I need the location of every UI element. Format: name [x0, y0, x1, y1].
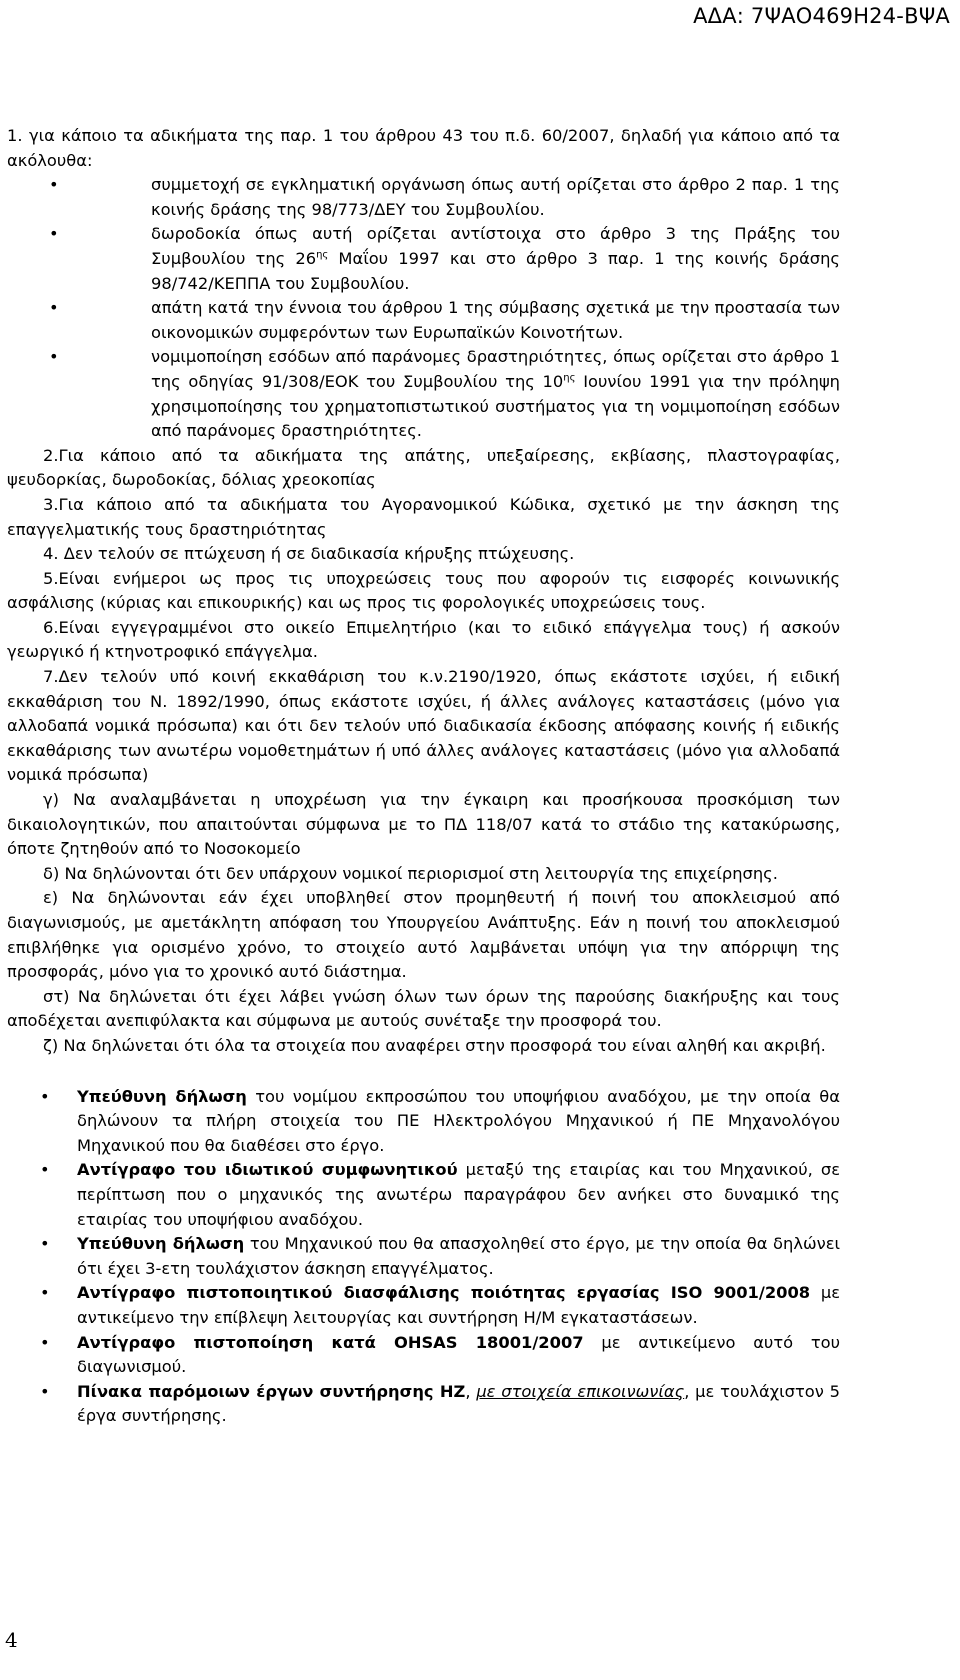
- page-number: 4: [5, 1628, 18, 1652]
- paragraph-7: 7.Δεν τελούν υπό κοινή εκκαθάριση του κ.ν.2190/1920, όπως εκάστοτε ισχύει, ή ειδική εκκαθάριση του Ν. 1892/1990, όπως εκάστοτε ισχύει, ή άλλες ανάλογες καταστάσεις (μόνο για αλλοδαπά νομικά πρόσωπα) και ότι δεν τελούν υπό διαδικασία έκδοσης απόφασης κοινής ή ειδικής εκκαθάρισης των ανωτέρω νομοθετημάτων ή υπό άλλες ανάλογες καταστάσεις (μόνο για αλλοδαπά νομικά πρόσωπα): [7, 667, 840, 785]
- bullet-item: • δωροδοκία όπως αυτή ορίζεται αντίστοιχα στο άρθρο 3 της Πράξης του Συμβουλίου της $26^{\eta\varsigma}$ Μαΐου 1997 και στο άρθρο 3 παρ. 1 της κοινής δράσης 98/742/ΚΕΠΠΑ του Συμβουλίου.: [49, 224, 840, 293]
- required-documents-list: [7, 1085, 840, 1429]
- bullet-item: • απάτη κατά την έννοια του άρθρου 1 της σύμβασης σχετικά με την προστασία των οικονομικών συμφερόντων των Ευρωπαϊκών Κοινοτήτων.: [49, 298, 840, 342]
- list-item: • Υπεύθυνη δήλωση του νομίμου εκπροσώπου του υποψήφιου αναδόχου, με την οποία θα δηλώνουν τα πλήρη στοιχεία του ΠΕ Ηλεκτρολόγου Μηχανικού ή ΠΕ Μηχανολόγου Μηχανικού που θα διαθέσει στο έργο.: [40, 1086, 840, 1155]
- list-item: • Υπεύθυνη δήλωση του Μηχανικού που θα απασχοληθεί στο έργο, με την οποία θα δηλώνει ότι έχει 3-ετη τουλάχιστον άσκηση επαγγέλματος.: [40, 1234, 841, 1278]
- bullet-icon: •: [49, 224, 59, 244]
- paragraph-6: 6.Είναι εγγεγραμμένοι στο οικείο Επιμελητήριο (και το ειδικό επάγγελμα τους) ή ασκούν γεωργικό ή κτηνοτροφικό επάγγελμα.: [7, 617, 840, 662]
- bullet-icon: •: [40, 1381, 50, 1401]
- bullet-item: • συμμετοχή σε εγκληματική οργάνωση όπως αυτή ορίζεται στο άρθρο 2 παρ. 1 της κοινής δράσης της 98/773/ΔΕΥ του Συμβουλίου.: [49, 175, 840, 219]
- paragraph-d: δ) Να δηλώνονται ότι δεν υπάρχουν νομικοί περιορισμοί στη λειτουργία της επιχείρησης.: [43, 863, 778, 883]
- ada-code: ΑΔΑ: 7ΨΑΟ469Η24-ΒΨΑ: [693, 4, 950, 28]
- paragraph-g: γ) Να αναλαμβάνεται η υποχρέωση για την έγκαιρη και προσήκουσα προσκόμιση των δικαιολογητικών, που απαιτούνται σύμφωνα με το ΠΔ 118/07 κατά το στάδιο της κατακύρωσης, όποτε ζητηθούν από το Νοσοκομείο: [7, 790, 840, 859]
- paragraph-1: 1. για κάποιο τα αδικήματα της παρ. 1 του άρθρου 43 του π.δ. 60/2007, δηλαδή για κάποιο από τα ακόλουθα:: [7, 126, 840, 170]
- list-item: • Αντίγραφο πιστοποίηση κατά OHSAS 18001/2007 με αντικείμενο αυτό του διαγωνισμού.: [40, 1332, 841, 1377]
- list-item: • Πίνακα παρόμοιων έργων συντήρησης ΗΖ, με στοιχεία επικοινωνίας, με τουλάχιστον 5 έργα συντήρησης.: [40, 1381, 840, 1426]
- paragraph-e: ε) Να δηλώνονται εάν έχει υποβληθεί στον προμηθευτή ή ποινή του αποκλεισμού από διαγωνισμούς, με αμετάκλητη απόφαση του Υπουργείου Ανάπτυξης. Εάν η ποινή του αποκλεισμού επιβλήθηκε για ορισμένο χρόνο, το στοιχείο αυτό λαμβάνεται υπόψη για την απόρριψη της προσφοράς, μόνο για το χρονικό αυτό διάστημα.: [7, 888, 840, 982]
- document-body: [7, 124, 840, 1429]
- list-item: • Αντίγραφο πιστοποιητικού διασφάλισης ποιότητας εργασίας ISO 9001/2008 με αντικείμενο την επίβλεψη λειτουργίας και συντήρηση Η/Μ εγκαταστάσεων.: [40, 1283, 840, 1327]
- contact-details-link: με στοιχεία επικοινωνίας: [476, 1381, 685, 1401]
- paragraph-3: 3.Για κάποιο από τα αδικήματα του Αγορανομικού Κώδικα, σχετικό με την άσκηση της επαγγελματικής τους δραστηριότητας: [7, 494, 840, 539]
- bullet-icon: •: [40, 1234, 50, 1254]
- bullet-item: • νομιμοποίηση εσόδων από παράνομες δραστηριότητες, όπως ορίζεται στο άρθρο 1 της οδηγίας 91/308/ΕΟΚ του Συμβουλίου της $10^{\eta\varsigma}$ Ιουνίου 1991 για την πρόληψη χρησιμοποίησης του χρηματοπιστωτικού συστήματος για τη νομιμοποίηση εσόδων από παράνομες δραστηριότητες.: [49, 347, 841, 441]
- bullet-icon: •: [49, 175, 59, 195]
- bullet-icon: •: [40, 1160, 50, 1180]
- bullet-icon: •: [49, 347, 59, 367]
- bullet-icon: •: [40, 1332, 50, 1352]
- paragraph-5: 5.Είναι ενήμεροι ως προς τις υποχρεώσεις τους που αφορούν τις εισφορές κοινωνικής ασφάλισης (κύριας και επικουρικής) και ως προς τις φορολογικές υποχρεώσεις τους.: [7, 568, 840, 613]
- paragraph-z: ζ) Να δηλώνεται ότι όλα τα στοιχεία που αναφέρει στην προσφορά του είναι αληθή και ακριβή.: [43, 1035, 826, 1055]
- bullet-icon: •: [40, 1086, 50, 1106]
- bullet-icon: •: [40, 1283, 50, 1303]
- list-item: • Αντίγραφο του ιδιωτικού συμφωνητικού μεταξύ της εταιρίας και του Μηχανικού, σε περίπτωση που ο μηχανικός της ανωτέρω παραγράφου δεν ανήκει στο δυναμικό της εταιρίας του υποψήφιου αναδόχου.: [40, 1160, 840, 1229]
- paragraph-st: στ) Να δηλώνεται ότι έχει λάβει γνώση όλων των όρων της παρούσης διακήρυξης και τους αποδέχεται ανεπιφύλακτα και σύμφωνα με αυτούς συνέταξε την προσφορά του.: [7, 986, 840, 1031]
- bullet-icon: •: [49, 298, 59, 318]
- paragraph-2: 2.Για κάποιο από τα αδικήματα της απάτης, υπεξαίρεσης, εκβίασης, πλαστογραφίας, ψευδορκίας, δωροδοκίας, δόλιας χρεοκοπίας: [7, 445, 840, 490]
- paragraph-4: 4. Δεν τελούν σε πτώχευση ή σε διαδικασία κήρυξης πτώχευσης.: [43, 544, 575, 564]
